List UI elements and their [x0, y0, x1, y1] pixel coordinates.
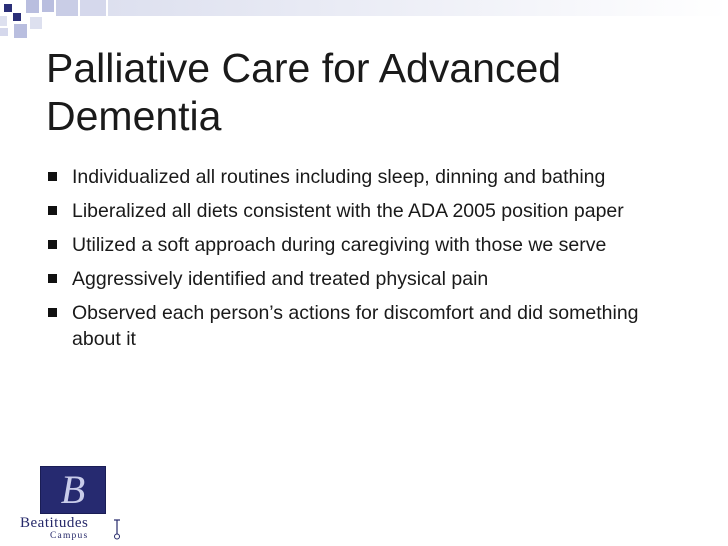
- bullet-text: Utilized a soft approach during caregiving with those we serve: [72, 234, 607, 256]
- bullet-item: [48, 198, 688, 224]
- square-bullet-icon: [48, 206, 57, 215]
- deco-square: [108, 0, 728, 16]
- square-bullet-icon: [48, 274, 57, 283]
- square-bullet-icon: [48, 172, 57, 181]
- deco-square: [0, 16, 7, 26]
- deco-square: [14, 24, 27, 38]
- deco-square: [0, 28, 8, 36]
- bullet-item: [48, 300, 688, 352]
- key-ornament-icon: [112, 518, 122, 540]
- corner-decoration: [0, 0, 728, 40]
- bullet-text: Aggressively identified and treated physical pain: [72, 268, 489, 290]
- deco-square: [4, 4, 12, 12]
- logo-mark: [40, 466, 106, 514]
- bullet-text: Individualized all routines including sleep, dinning and bathing: [72, 166, 606, 188]
- beatitudes-logo: [20, 466, 124, 542]
- deco-square: [26, 0, 39, 13]
- logo-subtitle: Campus: [50, 531, 89, 541]
- deco-square: [13, 13, 21, 21]
- deco-square: [42, 0, 54, 12]
- bullet-item: [48, 164, 688, 190]
- logo-letter: B: [60, 467, 86, 512]
- deco-square: [80, 0, 106, 16]
- bullet-text: Liberalized all diets consistent with the ADA 2005 position paper: [72, 200, 624, 222]
- square-bullet-icon: [48, 308, 57, 317]
- deco-square: [56, 0, 78, 16]
- slide-title: Palliative Care for Advanced Dementia: [46, 45, 562, 139]
- bullet-list: [48, 164, 688, 360]
- bullet-item: [48, 266, 688, 292]
- logo-name: Beatitudes: [20, 515, 89, 531]
- bullet-item: [48, 232, 688, 258]
- square-bullet-icon: [48, 240, 57, 249]
- deco-square: [30, 17, 42, 29]
- bullet-text: Observed each person’s actions for discomfort and did something about it: [72, 302, 639, 350]
